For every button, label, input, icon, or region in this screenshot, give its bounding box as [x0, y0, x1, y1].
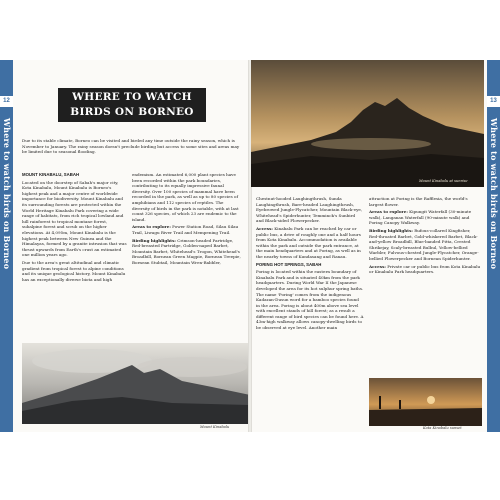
left-column-1: [22, 172, 127, 284]
right-column-2: [369, 196, 481, 277]
kinabalu-birding-continued: Chestnut-hooded Laughingthrush, Sunda Laughingthrush, Bare-headed Laughingthrush, Eyebrowed Jungle-Flycatcher, Mountain Black-eye, Whitehead's Spiderhunter, Temminck's Sunbird and Black-sided Flowerpecker.: [256, 196, 363, 224]
left-side-tab-label: Where to watch birds on Borneo: [2, 118, 12, 270]
kinabalu-access: [256, 226, 364, 260]
right-side-tab: [487, 60, 500, 432]
poring-areas-text: Kipungit Waterfall (30-minute walk), Langanan Waterfall (90-minute walk) and Poring Canopy Walkway.: [369, 209, 472, 226]
sunrise-landscape-image: [251, 60, 484, 187]
right-bottom-photo-caption: Kota Kinabalu sunset: [423, 426, 462, 430]
access-text: Kinabalu Park can be reached by car or public bus, a drive of roughly one and a half hours from Kota Kinabalu. Accommodation is available within the park and outside the park entrance, at the main headquarters and at Poring, as well as in the nearby towns of Kundasang and Ranau.: [256, 225, 361, 259]
sunset-landscape-image: [369, 378, 482, 426]
kinabalu-paragraph-3: endemism. An estimated 6,000 plant species have been recorded within the park boundaries, contributing to its equally impressive faunal diversity. Over 100 species of mammal have been recorded in the park, as well as up to 80 species of amphibians and 112 species of reptiles. The diversity of birds in the park is notable, with at last count 326 species, of which 23 are endemic to the island.: [132, 172, 239, 222]
left-page: [0, 60, 249, 432]
left-page-number: 12: [0, 96, 13, 107]
section-heading-poring: PORING HOT SPRINGS, SABAH: [256, 261, 322, 267]
section-heading-kinabalu: MOUNT KINABALU, SABAH: [22, 172, 80, 177]
poring-areas: [369, 209, 481, 226]
areas-label: Areas to explore:: [132, 224, 171, 230]
right-page: [251, 60, 500, 432]
poring-birding: [369, 228, 481, 262]
mountain-landscape-image: [22, 343, 249, 424]
left-column-2: [132, 172, 242, 268]
mount-kinabalu-sunrise-photo: [251, 60, 484, 187]
left-side-tab: [0, 60, 13, 432]
right-top-photo-caption: Mount Kinabalu at sunrise: [419, 179, 468, 183]
page-title: [58, 88, 206, 122]
poring-birding-text: Rufous-collared Kingfisher, Red-throated Barbet, Gold-whiskered Barbet, Black-and-yellow Broadbill, Blue-banded Pitta, Crested Shrikejay, Scaly-breasted Bulbul, Yellow-bellied Warbler, Fulvous-chested Jungle-Flycatcher, Orange-bellied Flowerpecker and Bornean Spiderhunter.: [369, 227, 479, 261]
poring-paragraph-2: attraction at Poring is the Rafflesia, the world's largest flower.: [369, 196, 468, 207]
right-side-tab-label: Where to watch birds on Borneo: [489, 118, 499, 270]
poring-access-text: Private car or public bus from Kota Kinabalu or Kinabalu Park headquarters.: [369, 263, 481, 275]
right-column-1: [256, 196, 364, 333]
intro-paragraph: Due to its stable climate, Borneo can be visited and birded any time outside the rainy season, which is November to January. The rainy season doesn't preclude birding but access to some sites and areas may be limited due to seasonal flooding.: [22, 138, 240, 155]
kinabalu-paragraph-1: Located on the doorstep of Sabah's major city, Kota Kinabalu, Mount Kinabalu is Borneo's highest peak and a major centre of worldwide importance for biodiversity. Mount Kinabalu and its surrounding forests are protected within the World Heritage Kinabalu Park covering a wide range of habitats, from rich tropical lowland and hill rainforest to tropical montane forest, subalpine forest and scrub on the higher elevations. At 4,095m, Mount Kinabalu is the highest peak between New Guinea and the Himalayas, formed by a granite intrusion that was thrust upwards from Earth's crust an estimated one million years ago.: [22, 179, 127, 258]
areas-text: Power Station Road, Silau Silau Trail, Liwagu River Trail and Mempening Trail.: [132, 224, 239, 235]
birding-label: Birding highlights:: [132, 237, 176, 243]
birding-text: Crimson-headed Partridge, Red-breasted Partridge, Golden-naped Barbet, Mountain Barbet, Whitehead's Trogon, Whitehead's Broadbill, Bornean Green Magpie, Bornean Treepie, Bornean Stubtail, Mountain Wren-Babbler,: [132, 237, 241, 265]
left-photo-caption: Mount Kinabalu: [200, 425, 230, 429]
mount-kinabalu-photo: [22, 343, 249, 424]
page-title-line-2: BIRDS ON BORNEO: [70, 106, 194, 118]
kota-kinabalu-sunset-photo: [369, 378, 482, 426]
poring-access-label: Access:: [369, 263, 386, 269]
book-spread: [0, 60, 500, 432]
page-title-line-1: WHERE TO WATCH: [72, 91, 192, 103]
poring-paragraph-1: Poring is located within the eastern boundary of Kinabalu Park and is situated 40km from the park headquarters. During World War II the Japanese developed the area for its hot sulphur spring baths. The name 'Poring' comes from the indigenous Kadazan-Dusun word for a bamboo species found in the area. Poring is about 400m above sea level with excellent stands of hill forest; as a result a different range of bird species can be found here. A 43m-high walkway allows canopy-dwelling birds to be observed at eye level. Another main: [256, 269, 364, 331]
kinabalu-paragraph-2: Due to the area's great altitudinal and climatic gradient from tropical forest to alpine conditions and its unique geological history, Mount Kinabalu has an exceptionally diverse biota and high: [22, 259, 126, 282]
poring-access: [369, 264, 481, 275]
poring-areas-label: Areas to explore:: [369, 209, 408, 215]
poring-birding-label: Birding highlights:: [369, 227, 413, 233]
right-page-number: 13: [487, 96, 500, 107]
access-label: Access:: [256, 225, 273, 231]
kinabalu-birding: [132, 238, 242, 266]
kinabalu-areas: [132, 224, 242, 235]
